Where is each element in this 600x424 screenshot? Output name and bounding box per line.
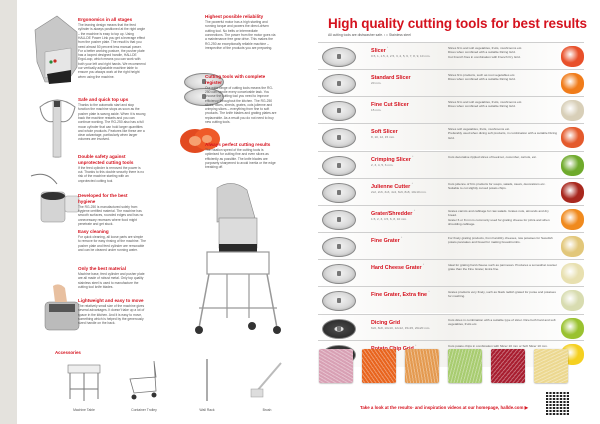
tool-name: Hard Cheese Grater $^{^1}$ — [371, 263, 425, 271]
tool-sizes: 1.5, 2, 3, 4.5, 6, 8, 10 mm. — [371, 217, 408, 221]
pusher-plate-image — [35, 95, 80, 165]
container-trolley-image — [124, 357, 164, 403]
tool-name: Soft Slicer — [371, 128, 398, 135]
section-title: Developed for the best hygiene — [78, 193, 128, 204]
result-photo-grated-cheese — [534, 349, 568, 383]
section-cutting-tools — [205, 74, 277, 124]
food-result-image — [561, 73, 584, 94]
food-result-image — [561, 236, 584, 257]
section-easy-cleaning — [78, 229, 146, 252]
section-title: Highest possible reliability — [205, 14, 264, 19]
description-line: Cuts potato chips in combination with Slicer 10 mm or Soft Slicer 10 mm. — [448, 344, 548, 348]
accessory-wall-rack — [177, 357, 237, 415]
tool-name: Grater/Shredder $^{^1}$ — [371, 209, 415, 217]
section-title: Only the best material — [78, 266, 126, 271]
tool-row — [318, 178, 584, 205]
tool-row — [318, 286, 584, 313]
cutting-disc-icon — [322, 101, 356, 121]
cutting-disc-icon — [322, 156, 356, 176]
section-body: The RG-250 is manufactured solely from hygiene certified material. The machine has smooth surfaces, rounded edges and has no unnecessary recesses where food might penetrate and get stuck. — [78, 204, 144, 226]
section-title: Ergonomics in all stages — [78, 17, 133, 22]
tool-name: Crimping Slicer $^{^1}$ — [371, 155, 414, 163]
cutting-disc-icon — [322, 74, 356, 94]
tool-description — [448, 263, 558, 272]
food-result-image — [561, 290, 584, 311]
tool-row — [318, 314, 584, 341]
accessory-label: Wall Rack — [199, 408, 215, 412]
tool-name: Standard Slicer — [371, 74, 411, 81]
cutting-disc-icon — [322, 183, 356, 203]
description-line: Slices firm and soft vegetables, fruits, mushrooms etc. — [448, 46, 523, 50]
description-line: Ideal for grating hard cheese such as parmesan. Produces a somewhat coarser grate than the Fine Grater, Extra fine. — [448, 263, 558, 272]
page-spine — [0, 0, 17, 424]
description-line: Slices firm and soft vegetables, fruits, mushrooms etc. — [448, 100, 523, 104]
description-line: Dices when combined with a suitable Dicing Grid. — [448, 50, 516, 55]
cutting-disc-icon — [322, 291, 356, 311]
qr-code[interactable] — [546, 392, 569, 415]
section-body: If the feed cylinder is removed the power is cut. Thanks to this double security there is no risk of the machine starting with an unprotected cutting tool. — [78, 165, 145, 183]
section-title: Easy cleaning — [78, 229, 109, 234]
section-hygiene — [78, 193, 146, 226]
accessory-label: Machine Table — [73, 408, 95, 412]
tool-name: Fine Grater $^{^1}$ — [371, 236, 403, 244]
right-page — [300, 0, 600, 424]
tool-description — [448, 344, 558, 348]
result-photo-sliced-peppers — [362, 349, 396, 383]
food-result-image — [561, 182, 584, 203]
machine-image-tilted — [27, 12, 85, 87]
cutting-disc-icon — [322, 264, 356, 284]
section-double-safety — [78, 154, 146, 183]
section-body: The rotation speed of the cutting tools is optimised for cutting fine and even slices as efficiently as possible. The knife blades are purposely sharpened to avoid inertia or the edge breaking off. — [205, 148, 276, 170]
section-body: The leaning design means that the feed cylinder is always positioned at the right angle – the machine is easy to top up. Using HALLDE Power Link you get a leverage effect from the pusher plate. The result is that you need almost 50 percent less manual power. For a better working posture, the pusher plate has a looped designed handle, HALLDE ErgoLoop, which means you can work with both your left and right hands. We recommend our vertically adjustable machine table to ensure you always work at the right height when using the machine. — [78, 23, 146, 79]
tool-row — [318, 232, 584, 259]
food-result-image — [561, 318, 584, 339]
food-result-image — [561, 263, 584, 284]
page-subtitle: All cutting tools are dishwasher safe. ¹ = Stainless steel — [328, 33, 411, 37]
description-line: Dices when combined with a suitable Dicing Grid. — [448, 77, 516, 82]
section-body: For quick cleaning, all loose parts are simple to remove for easy rinsing of the machine. The pusher plate and feed cylinder are removable and can be cleaned under running water. — [78, 235, 146, 252]
cutting-disc-icon — [322, 210, 356, 230]
tool-sizes: 2, 3, 4, 5, 6 mm. — [371, 163, 394, 167]
tool-description — [448, 73, 558, 82]
description-line: Slices firm products, such as root vegetables etc. — [448, 73, 516, 77]
tool-description — [448, 46, 558, 59]
cutting-disc-icon — [322, 47, 356, 67]
section-ergonomics — [78, 17, 146, 79]
description-line: Grater 6 or 8 mm is commonly used for grating cheese for pizza and when shredding cabbage. — [448, 217, 550, 227]
cutting-disc-icon — [322, 128, 356, 148]
cutting-disc-icon — [322, 237, 356, 257]
tool-row — [318, 205, 584, 232]
tool-description — [448, 209, 558, 227]
description-line: Suitable to cut slightly curved potato chips. — [448, 186, 507, 191]
description-line: Cuts decorative rippled slices of beetroot, cucumber, carrots, etc. — [448, 155, 537, 159]
tool-name: Dicing Grid — [371, 319, 401, 326]
tool-name: ¹ — [415, 344, 417, 348]
brush-image — [247, 357, 287, 403]
tool-row — [318, 96, 584, 123]
section-title: Cutting tools with complete register — [205, 74, 266, 85]
tool-sizes: 2x2, 2x6, 3x3, 4x4, 6x6, 8x8, 10x10 mm. — [371, 190, 427, 194]
description-line: Cuts dices in combination with a suitable type of slicer. Dice both hard and soft vegetables, fruits etc. — [448, 318, 556, 327]
description-line: Dices when combined with a suitable Dicing Grid. — [448, 104, 516, 109]
tool-sizes: 6x6, 8x8, 10x10, 12x12, 15x15, 20x20 mm. — [371, 326, 431, 330]
tool-name: Fine Cut Slicer — [371, 101, 409, 108]
description-line: Grates products very finely, such as black radish grated for purée and potatoes for mashing. — [448, 290, 556, 299]
section-perfect-results — [205, 142, 277, 170]
food-result-image — [561, 209, 584, 230]
section-lightweight — [78, 298, 146, 326]
tool-description — [448, 127, 558, 140]
homepage-link[interactable]: Take a look at the results- and inspiration videos at our homepage, hallde.com ▶ — [360, 405, 528, 410]
tool-sizes: 20 mm. — [371, 81, 382, 85]
tool-sizes: 15 mm. — [371, 108, 382, 112]
section-best-material — [78, 266, 146, 289]
machine-on-stand-image — [177, 178, 292, 338]
section-safe-top-ups — [78, 97, 146, 142]
food-result-image — [561, 100, 584, 121]
accessory-container-trolley — [114, 357, 174, 415]
page-title: High quality cutting tools for best results — [328, 16, 587, 31]
tool-row — [318, 123, 584, 150]
section-title: Safe and quick top ups — [78, 97, 129, 102]
description-line: Slices soft vegetables, fruits, mushrooms etc. — [448, 127, 511, 131]
section-body: Our wide range of cutting tools means the RG-250 can handle every conceivable task. You choose the cutting tool you need to improve efficiency throughout the kitchen. The RG-250 slices, dices, shreds, grates, cuts julienne and crimping slices – everything from fine to soft products. The knife blades and grating plates are replaceable. As a result you do not need to buy new cutting tools. — [205, 85, 277, 125]
tool-name: Fine Grater, Extra fine $^{^1}$ — [371, 290, 430, 298]
section-body: The powerful motor has a high starting and running torque and powers the direct-driven cutting tool. No belts or intermediate connections. The power from the motor goes via a maintenance free gear drive. This makes the RG-250 an exceptionally reliable machine – irrespective of the products you are preparing. — [205, 20, 276, 50]
tool-name: Julienne Cutter $^{^1}$ — [371, 182, 413, 190]
left-page — [17, 0, 300, 424]
section-body: The relatively small size of the machine gives several advantages. It doesn't take up a lot of space in the kitchen. And it is easy to move, something which is helped by the generously sized handle on the back. — [78, 304, 145, 326]
food-result-image — [561, 155, 584, 176]
description-line: Cut French fries in combination with French Fry Grid. — [448, 54, 521, 59]
tool-description — [448, 236, 558, 245]
tool-name: Slicer $^{^1}$ — [371, 46, 389, 54]
accessory-label: Container Trolley — [131, 408, 157, 412]
description-line: Grates carrots and cabbage for raw salads. Grates nuts, almonds and dry bread. — [448, 209, 549, 218]
food-result-image — [561, 46, 584, 67]
section-reliability — [205, 14, 277, 50]
section-title: Lightweight and easy to move — [78, 298, 144, 303]
accessory-label: Brush — [262, 408, 272, 412]
tool-row — [318, 151, 584, 178]
tool-row — [318, 69, 584, 96]
tool-description — [448, 155, 558, 159]
tool-row — [318, 42, 584, 69]
section-body: Thanks to the automatic start and stop function the machine stops as soon as the pusher plate is swung aside. When it is swung back the machine restarts and you can continue working. The RG-250 also has a full moon cylinder that can hold larger quantities and whole products. Features like these are a clear advantage, particularly when larger volumes are involved. — [78, 103, 146, 142]
tool-description — [448, 100, 558, 109]
accessory-brush — [237, 357, 297, 415]
tool-sizes: 8, 10, 12, 15 mm. — [371, 135, 396, 139]
result-photo-julienne-cucumber — [448, 349, 482, 383]
description-line: For finely grating products, from hard/dry cheeses, raw potatoes for Swedish potato pancakes and bread for making breadcrumbs. — [448, 236, 553, 245]
section-title: Always perfect cutting results — [205, 142, 271, 147]
wall-rack-image — [187, 357, 227, 403]
cutting-disc-icon — [322, 319, 356, 339]
accessory-machine-table — [54, 357, 114, 415]
tool-description — [448, 290, 558, 299]
accessories-title: Accessories — [55, 350, 81, 355]
result-photo-sliced-red-onion — [319, 349, 353, 383]
tool-description — [448, 182, 558, 191]
section-body: Machine base, feed cylinder and pusher plate are all made of robust metal. Only top quality stainless steel is used to manufacture the cutting tool knife blades. — [78, 272, 145, 289]
tool-row — [318, 259, 584, 286]
food-result-image — [561, 127, 584, 148]
machine-table-image — [64, 357, 104, 403]
tool-sizes: 0.5, 1, 1.5, 2, 2.5, 3, 4, 5, 6, 7, 8, 9, 10 mm. — [371, 54, 431, 58]
description-line: Cuts julienne of firm products for soups, salads, stews, decorations etc. — [448, 182, 546, 186]
result-photo-diced-beetroot — [491, 349, 525, 383]
description-line: Preferably used when dicing soft products, in combination with a suitable Dicing Grid. — [448, 131, 558, 140]
section-title: Double safety against unprotected cutting tools — [78, 154, 134, 165]
result-photo-shredded-carrot-salad — [405, 349, 439, 383]
tool-description — [448, 318, 558, 327]
